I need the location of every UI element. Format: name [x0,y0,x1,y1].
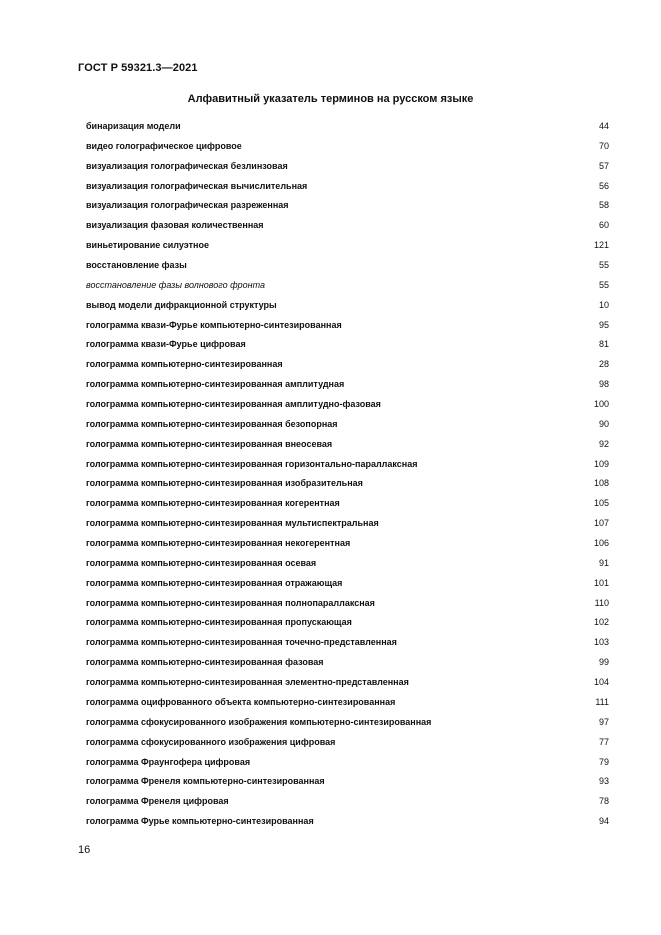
index-term: голограмма компьютерно-синтезированная мультиспектральная [86,518,379,529]
index-term: голограмма компьютерно-синтезированная амплитудная [86,379,345,390]
index-term-number: 97 [598,716,609,727]
index-term: голограмма компьютерно-синтезированная фазовая [86,657,324,668]
index-entry [86,653,609,673]
index-term-number: 110 [594,597,609,608]
index-term: виньетирование силуэтное [86,240,209,251]
index-entry [86,415,609,435]
index-entry [86,514,609,534]
index-term-number: 10 [598,299,609,310]
index-entry [86,633,609,653]
index-term-number: 78 [598,796,609,807]
index-term-number: 56 [598,180,609,191]
index-title: Алфавитный указатель терминов на русском языке [187,93,474,105]
index-term-number: 103 [593,637,609,648]
index-entry [86,713,609,733]
index-term: голограмма Френеля компьютерно-синтезированная [86,776,325,787]
index-term: голограмма сфокусированного изображения компьютерно-синтезированная [86,716,432,727]
index-entry [86,276,609,296]
index-entry [86,693,609,713]
index-term: вывод модели дифракционной структуры [86,299,277,310]
index-entry [86,733,609,753]
index-term: голограмма оцифрованного объекта компьютерно-синтезированная [86,696,396,707]
index-term-number: 28 [598,359,609,370]
index-term-number: 100 [593,399,609,410]
index-entry [86,355,609,375]
index-entry [86,435,609,455]
index-entry [86,494,609,514]
index-entry [86,196,609,216]
index-term: голограмма компьютерно-синтезированная когерентная [86,498,340,509]
page-number: 16 [78,844,91,856]
index-entry [86,375,609,395]
index-entry [86,455,609,475]
index-entry [86,772,609,792]
index-term-number: 44 [598,121,609,131]
index-term: голограмма компьютерно-синтезированная пропускающая [86,617,352,628]
index-term: визуализация голографическая безлинзовая [86,160,288,171]
index-term-number: 105 [593,498,609,509]
index-term: голограмма компьютерно-синтезированная отражающая [86,577,343,588]
index-entry [86,137,609,157]
index-term-number: 101 [593,577,609,588]
index-term: голограмма компьютерно-синтезированная полнопараллаксная [86,597,375,608]
index-term-number: 60 [598,220,609,231]
index-entry [86,812,609,832]
index-entry [86,753,609,773]
index-entry [86,613,609,633]
index-entry [86,296,609,316]
index-term-number: 108 [593,478,609,489]
document-header: ГОСТ Р 59321.3—2021 [78,62,198,74]
index-term-number: 91 [598,557,609,568]
index-term-number: 70 [598,140,609,151]
index-term-number: 93 [598,776,609,787]
index-term: голограмма Фраунгофера цифровая [86,756,251,767]
index-term-number: 102 [593,617,609,628]
index-entry [86,554,609,574]
index-entry [86,474,609,494]
index-term-number: 55 [598,260,609,271]
index-term-number: 94 [598,816,609,827]
term-index-list [86,117,609,832]
index-term-number: 58 [598,200,609,211]
index-term: голограмма квази-Фурье цифровая [86,339,246,350]
index-term: голограмма компьютерно-синтезированная горизонтально-параллаксная [86,458,418,469]
index-term: голограмма компьютерно-синтезированная осевая [86,557,317,568]
index-term-number: 77 [598,736,609,747]
index-term: визуализация голографическая вычислительная [86,180,308,191]
index-term-number: 57 [598,160,609,171]
index-term: визуализация фазовая количественная [86,220,264,231]
index-entry [86,157,609,177]
index-term: голограмма компьютерно-синтезированная некогерентная [86,538,351,549]
index-term: голограмма компьютерно-синтезированная амплитудно-фазовая [86,399,381,410]
index-term: голограмма компьютерно-синтезированная безопорная [86,418,338,429]
index-term: голограмма сфокусированного изображения цифровая [86,736,336,747]
index-entry [86,236,609,256]
index-entry [86,574,609,594]
index-entry [86,792,609,812]
index-term-number: 111 [595,696,609,707]
index-term-number: 104 [593,677,609,688]
index-term-number: 106 [593,538,609,549]
index-term: голограмма Фурье компьютерно-синтезированная [86,816,314,827]
index-entry [86,335,609,355]
index-term: голограмма компьютерно-синтезированная изобразительная [86,478,363,489]
index-term-number: 107 [593,518,609,529]
index-term-number: 95 [598,319,609,330]
index-term: бинаризация модели [86,121,181,131]
index-entry [86,395,609,415]
index-entry [86,177,609,197]
index-term: голограмма компьютерно-синтезированная [86,359,283,370]
index-entry [86,216,609,236]
index-term: голограмма компьютерно-синтезированная внеосевая [86,438,333,449]
index-term-number: 98 [598,379,609,390]
index-term: восстановление фазы волнового фронта [86,279,266,290]
index-term: голограмма квази-Фурье компьютерно-синтезированная [86,319,342,330]
index-term-number: 92 [598,438,609,449]
index-term-number: 55 [598,279,609,290]
index-term-number: 79 [598,756,609,767]
index-entry [86,256,609,276]
index-term-number: 109 [593,458,609,469]
index-term: визуализация голографическая разреженная [86,200,289,211]
index-term: голограмма компьютерно-синтезированная точечно-представленная [86,637,397,648]
index-entry [86,117,609,137]
index-entry [86,316,609,336]
index-term-number: 81 [598,339,609,350]
index-entry [86,673,609,693]
index-term-number: 99 [598,657,609,668]
index-entry [86,594,609,614]
index-term: видео голографическое цифровое [86,140,242,151]
index-term: восстановление фазы [86,260,187,271]
index-entry [86,534,609,554]
index-term-number: 121 [593,240,609,251]
index-term: голограмма Френеля цифровая [86,796,229,807]
index-term-number: 90 [598,418,609,429]
index-term: голограмма компьютерно-синтезированная элементно-представленная [86,677,409,688]
